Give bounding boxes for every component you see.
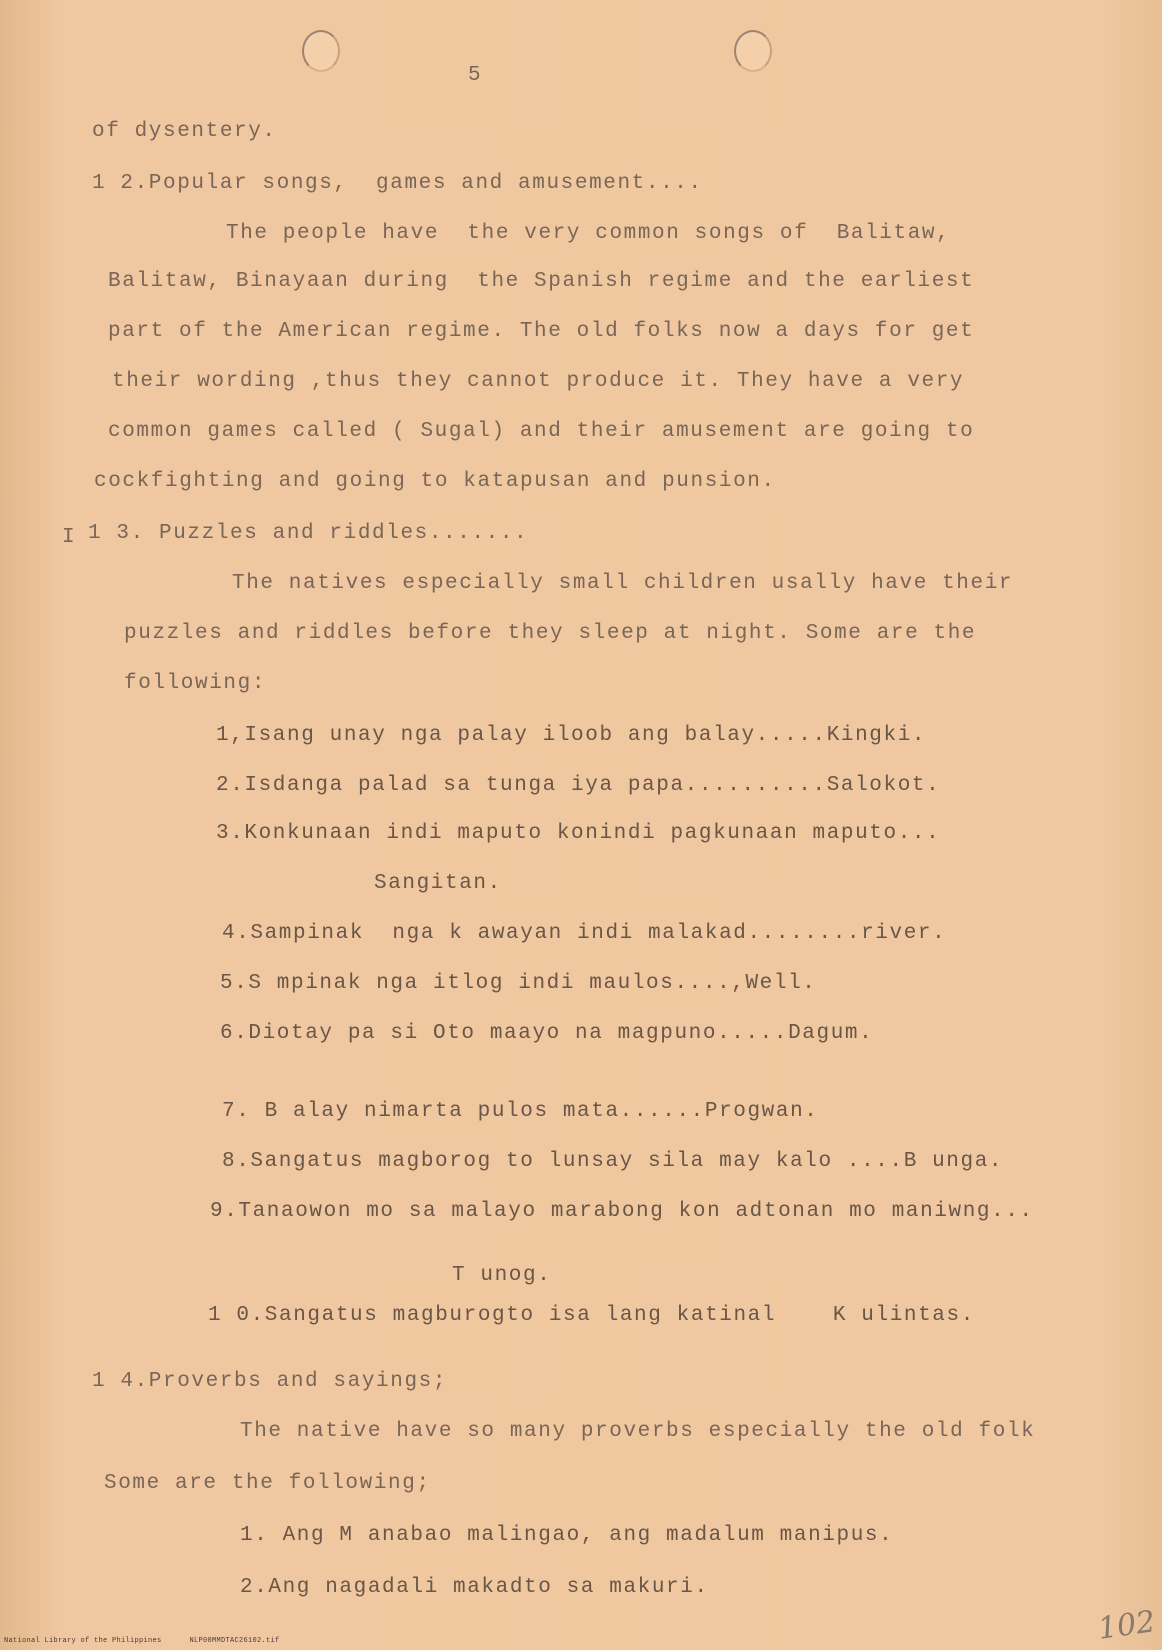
scan-footer (4, 1637, 280, 1645)
riddle-item: 2.Isdanga palad sa tunga iya papa..........Salokot. (216, 774, 941, 797)
riddle-answer: Sangitan. (374, 872, 502, 895)
handwritten-page-number: 102 (1095, 1604, 1158, 1647)
riddle-item: 1,Isang unay nga palay iloob ang balay.....Kingki. (216, 724, 927, 747)
punch-hole-right (734, 30, 772, 72)
text-line: cockfighting and going to katapusan and punsion. (94, 470, 776, 493)
proverb-item: 2.Ang nagadali makadto sa makuri. (240, 1576, 709, 1599)
library-credit: National Library of the Philippines (4, 1637, 162, 1645)
section-heading: 1 2.Popular songs, games and amusement.... (92, 172, 703, 195)
text-line: puzzles and riddles before they sleep at night. Some are the (124, 622, 977, 645)
text-line: The natives especially small children usally have their (232, 572, 1014, 595)
text-line: following: (124, 672, 267, 695)
riddle-answer: T unog. (452, 1264, 552, 1287)
riddle-item: 6.Diotay pa si Oto maayo na magpuno.....Dagum. (220, 1022, 874, 1045)
margin-mark: I (62, 526, 77, 549)
proverb-item: 1. Ang M anabao malingao, ang madalum manipus. (240, 1524, 894, 1547)
section-heading: 1 4.Proverbs and sayings; (92, 1370, 448, 1393)
text-line: their wording ,thus they cannot produce it. They have a very (112, 370, 965, 393)
punch-hole-left (302, 30, 340, 72)
text-line: The native have so many proverbs especially the old folk (240, 1420, 1036, 1443)
riddle-item: 7. B alay nimarta pulos mata......Progwan. (222, 1100, 819, 1123)
text-line: of dysentery. (92, 120, 277, 143)
section-heading: 1 3. Puzzles and riddles....... (88, 522, 529, 545)
text-line: The people have the very common songs of Balitaw, (226, 222, 951, 245)
riddle-item: 3.Konkunaan indi maputo konindi pagkunaan maputo... (216, 822, 941, 845)
file-id: NLP00MMDTAC26102.tif (189, 1637, 280, 1645)
text-line: Some are the following; (104, 1472, 431, 1495)
riddle-item: 8.Sangatus magborog to lunsay sila may kalo ....B unga. (222, 1150, 1004, 1173)
riddle-item: 4.Sampinak nga k awayan indi malakad........river. (222, 922, 947, 945)
riddle-item: 5.S mpinak nga itlog indi maulos....,Well. (220, 972, 817, 995)
text-line: Balitaw, Binayaan during the Spanish regime and the earliest (108, 270, 975, 293)
page-number: 5 (468, 64, 483, 87)
riddle-item: 1 0.Sangatus magburogto isa lang katinal K ulintas. (208, 1304, 975, 1327)
text-line: part of the American regime. The old folks now a days for get (108, 320, 975, 343)
riddle-item: 9.Tanaowon mo sa malayo marabong kon adtonan mo maniwng... (210, 1200, 1034, 1223)
text-line: common games called ( Sugal) and their amusement are going to (108, 420, 975, 443)
